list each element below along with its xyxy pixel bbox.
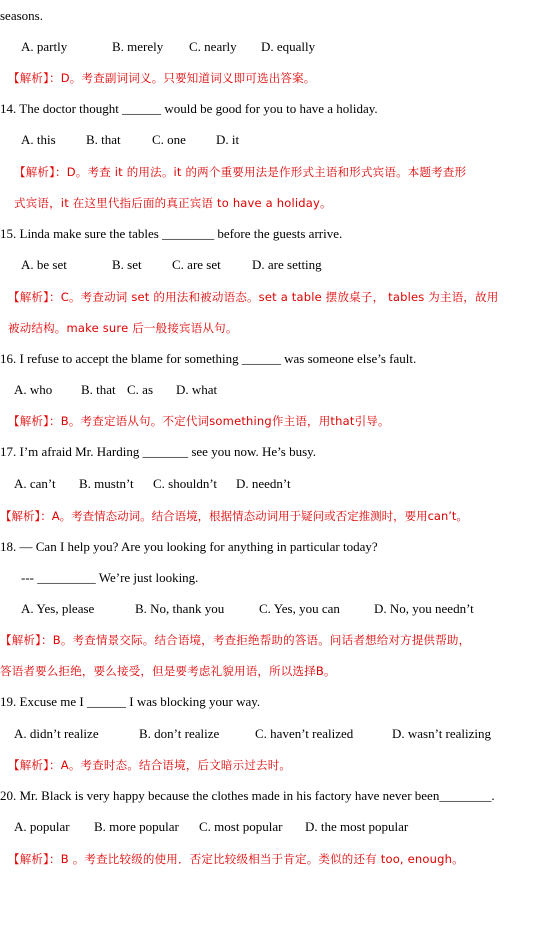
question-15-analysis-line-1: 【解析】：C。考查动词 set 的用法和被动语态。set a table 摆放桌子， tables 为主语，故用 (8, 290, 499, 304)
question-14-analysis-line-1: 【解析】：D。考查 it 的用法。it 的两个重要用法是作形式主语和形式宾语。本题考查形 (14, 165, 467, 179)
option-a: A. this (21, 132, 56, 147)
question-18-analysis-line-2: 答语者要么拒绝，要么接受，但是要考虑礼貌用语，所以选择B。 (0, 664, 336, 678)
question-18-analysis-line-1: 【解析】：B。考查情景交际。结合语境，考查拒绝帮助的答语。问话者想给对方提供帮助， (0, 633, 471, 647)
question-15-analysis-line-2: 被动结构。make sure 后一般接宾语从句。 (8, 321, 238, 335)
option-c: C. haven’t realized (255, 726, 354, 741)
option-d: D. wasn’t realizing (392, 726, 492, 741)
option-d: D. the most popular (305, 819, 409, 834)
question-14-analysis-line-2: 式宾语，it 在这里代指后面的真正宾语 to have a holiday。 (14, 196, 332, 210)
question-16-stem: 16. I refuse to accept the blame for something ______ was someone else’s fault. (0, 351, 417, 366)
option-a: A. didn’t realize (14, 726, 99, 741)
option-c: C. one (152, 132, 186, 147)
option-b: B. more popular (94, 819, 179, 834)
question-19-analysis: 【解析】：A。考查时态。结合语境，后文暗示过去时。 (8, 758, 292, 772)
option-d: D. equally (261, 39, 316, 54)
option-b: B. don’t realize (139, 726, 220, 741)
question-14-stem: 14. The doctor thought ______ would be good for you to have a holiday. (0, 101, 378, 116)
option-c: C. Yes, you can (259, 601, 340, 616)
question-15-stem: 15. Linda make sure the tables ________ before the guests arrive. (0, 226, 343, 241)
question-19-stem: 19. Excuse me I ______ I was blocking your way. (0, 694, 261, 709)
option-b: B. No, thank you (135, 601, 225, 616)
question-17-analysis: 【解析】：A。考查情态动词。结合语境，根据情态动词用于疑问或否定推测时，要用can’t。 (0, 509, 468, 523)
option-b: B. mustn’t (79, 476, 134, 491)
option-c: C. shouldn’t (153, 476, 218, 491)
option-d: D. No, you needn’t (374, 601, 474, 616)
option-c: C. most popular (199, 819, 283, 834)
option-d: D. needn’t (236, 476, 291, 491)
option-a: A. Yes, please (21, 601, 95, 616)
option-b: B. that (86, 132, 121, 147)
question-13-analysis: 【解析】：D。考查副词词义。只要知道词义即可选出答案。 (8, 71, 316, 85)
question-16-analysis: 【解析】：B。考查定语从句。不定代词something作主语，用that引导。 (8, 414, 390, 428)
option-a: A. be set (21, 257, 67, 272)
option-d: D. what (176, 382, 218, 397)
question-18-stem: 18. — Can I help you? Are you looking for anything in particular today? (0, 539, 378, 554)
option-b: B. merely (112, 39, 164, 54)
option-c: C. as (127, 382, 153, 397)
option-d: D. it (216, 132, 240, 147)
option-d: D. are setting (252, 257, 322, 272)
question-20-stem: 20. Mr. Black is very happy because the clothes made in his factory have never been________. (0, 788, 495, 803)
option-a: A. popular (14, 819, 70, 834)
option-a: A. who (14, 382, 53, 397)
question-13-tail: seasons. (0, 8, 43, 23)
option-a: A. can’t (14, 476, 56, 491)
question-20-analysis: 【解析】：B 。考查比较级的使用．否定比较级相当于肯定。类似的还有 too, enough。 (8, 852, 464, 866)
question-17-stem: 17. I’m afraid Mr. Harding _______ see you now. He’s busy. (0, 444, 317, 459)
option-b: B. that (81, 382, 116, 397)
option-c: C. nearly (189, 39, 237, 54)
option-c: C. are set (172, 257, 221, 272)
option-b: B. set (112, 257, 142, 272)
option-a: A. partly (21, 39, 68, 54)
question-18-reply: --- _________ We’re just looking. (21, 570, 199, 585)
